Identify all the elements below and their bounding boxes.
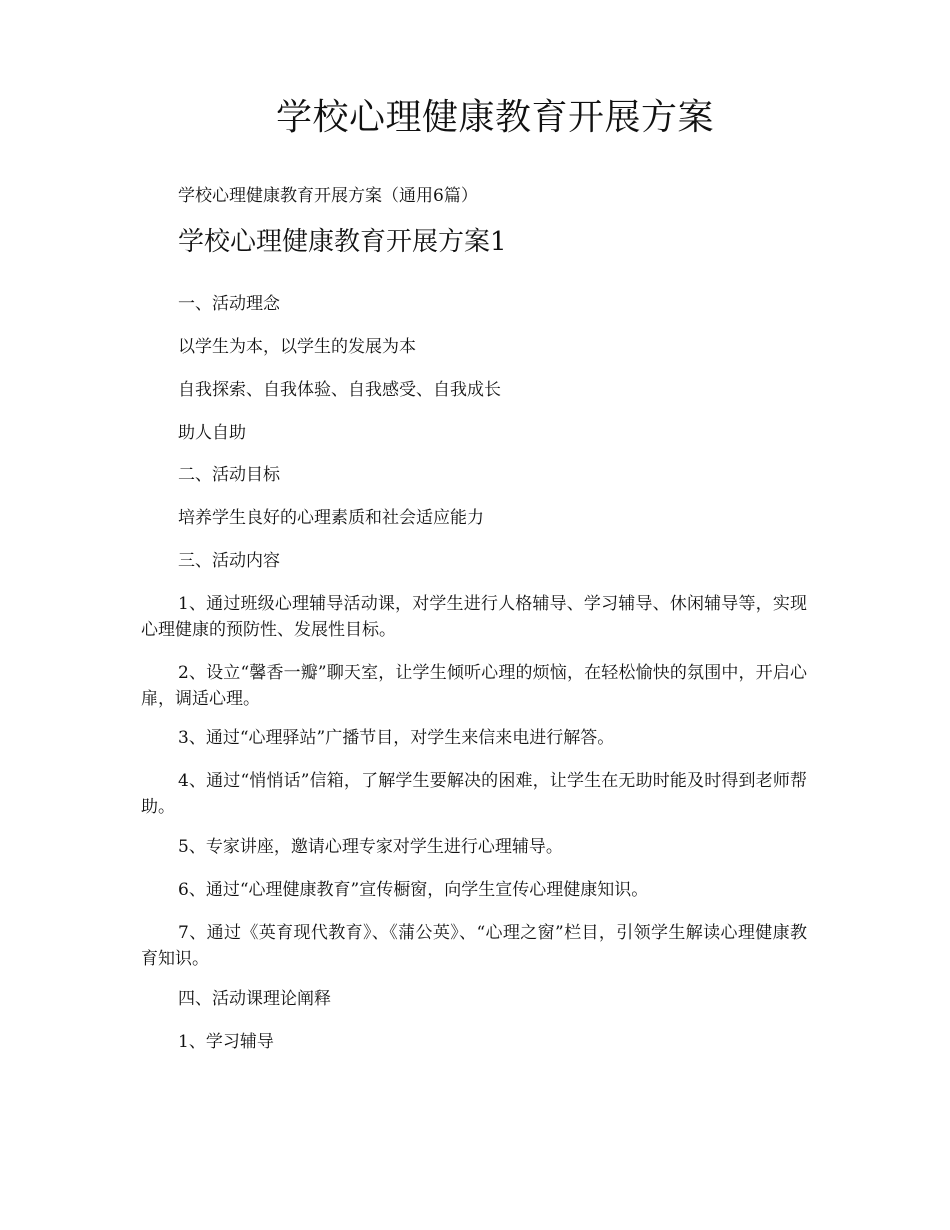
content-item-6: 6、通过“心理健康教育”宣传橱窗，向学生宣传心理健康知识。 (178, 880, 649, 900)
content-item-4: 4、通过“悄悄话”信箱，了解学生要解决的困难，让学生在无助时能及时得到老师帮助。 (141, 771, 807, 817)
heading-activity-goal: 二、活动目标 (178, 465, 280, 485)
theory-item-1: 1、学习辅导 (178, 1032, 274, 1052)
heading-theory: 四、活动课理论阐释 (178, 989, 331, 1009)
content-item-7: 7、通过《英育现代教育》、《蒲公英》、“心理之窗”栏目，引领学生解读心理健康教育知识。 (141, 923, 807, 969)
document-title: 学校心理健康教育开展方案 (275, 97, 714, 138)
section-heading: 学校心理健康教育开展方案1 (178, 227, 507, 257)
goal-line: 培养学生良好的心理素质和社会适应能力 (178, 508, 484, 528)
heading-activity-concept: 一、活动理念 (178, 294, 280, 314)
concept-line-1: 以学生为本，以学生的发展为本 (178, 337, 416, 357)
concept-line-2: 自我探索、自我体验、自我感受、自我成长 (178, 380, 501, 400)
content-item-3: 3、通过“心理驿站”广播节目，对学生来信来电进行解答。 (178, 728, 615, 748)
content-item-2: 2、设立“馨香一瓣”聊天室，让学生倾听心理的烦恼，在轻松愉快的氛围中，开启心扉，调适心理。 (141, 663, 807, 709)
content-item-5: 5、专家讲座，邀请心理专家对学生进行心理辅导。 (178, 837, 563, 857)
concept-line-3: 助人自助 (178, 423, 246, 443)
content-item-1: 1、通过班级心理辅导活动课，对学生进行人格辅导、学习辅导、休闲辅导等，实现心理健康的预防性、发展性目标。 (141, 594, 807, 640)
heading-activity-content: 三、活动内容 (178, 551, 280, 571)
document-subtitle: 学校心理健康教育开展方案（通用6篇） (178, 186, 478, 206)
